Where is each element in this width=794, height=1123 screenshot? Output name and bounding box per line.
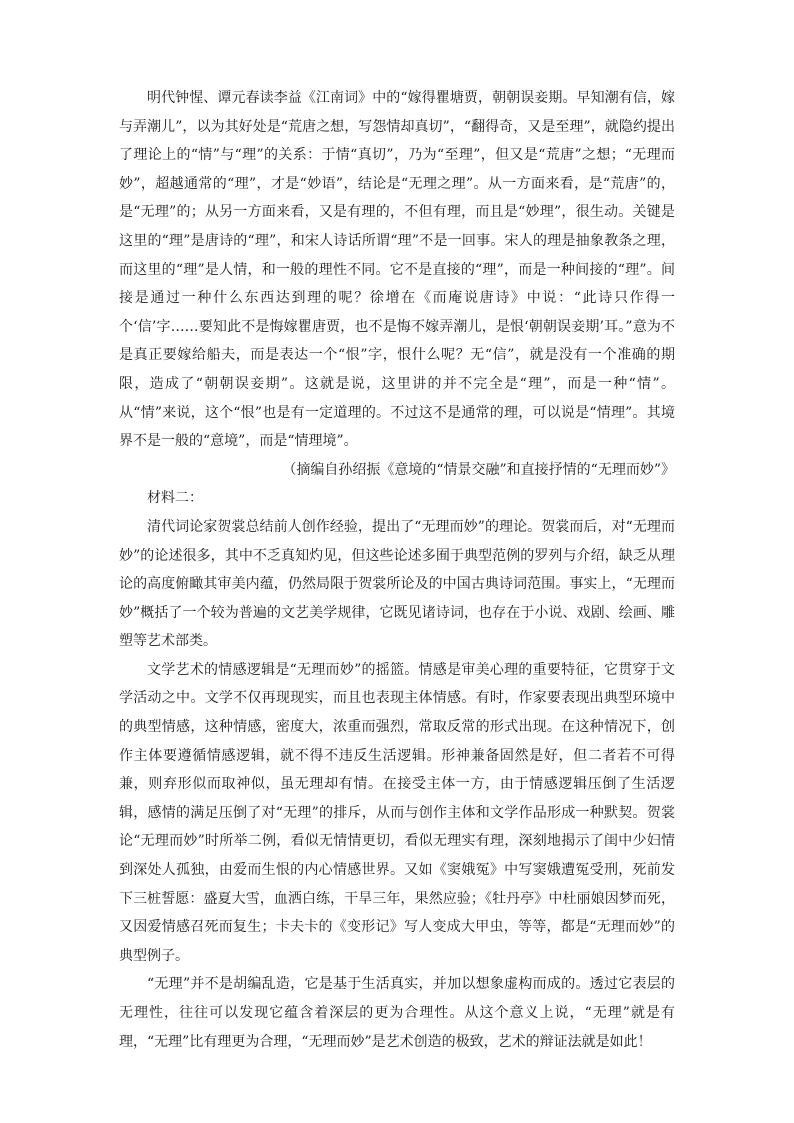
document-page: [119, 84, 675, 1056]
paragraph-3: 文学艺术的情感逻辑是“无理而妙”的摇篮。情感是审美心理的重要特征，它贯穿于文学活动之中。文学不仅再现现实，而且也表现主体情感。有时，作家要表现出典型环境中的典型情感，这种情感，密度大，浓重而强烈，常取反常的形式出现。在这种情况下，创作主体要遵循情感逻辑，就不得不违反生活逻辑。形神兼备固然是好，但二者若不可得兼，则弃形似而取神似，虽无理却有情。在接受主体一方，由于情感逻辑压倒了生活逻辑，感情的满足压倒了对“无理”的排斥，从而与创作主体和文学作品形成一种默契。贺裳论“无理而妙”时所举二例，看似无情情更切，看似无理实有理，深刻地揭示了闺中少妇情到深处人孤独，由爱而生恨的内心情感世界。又如《窦娥冤》中写窦娥遭冤受刑，死前发下三桩誓愿：盛夏大雪，血洒白练，干旱三年，果然应验；《牡丹亭》中杜丽娘因梦而死，又因爱情感召死而复生；卡夫卡的《变形记》写人变成大甲虫，等等，都是“无理而妙”的典型例子。: [119, 661, 675, 964]
section-heading-material-two: 材料二：: [147, 490, 203, 507]
paragraph-4: “无理”并不是胡编乱造，它是基于生活真实，并加以想象虚构而成的。透过它表层的无理性，往往可以发现它蕴含着深层的更为合理性。从这个意义上说，“无理”就是有理，“无理”比有理更为合理，“无理而妙”是艺术创造的极致，艺术的辩证法就是如此！: [119, 976, 675, 1050]
source-citation: （摘编自孙绍振《意境的“情景交融”和直接抒情的“无理而妙”》: [282, 461, 675, 478]
paragraph-1: 明代钟惺、谭元春读李益《江南词》中的“嫁得瞿塘贾，朝朝误妾期。早知潮有信，嫁与弄潮儿”，以为其好处是“荒唐之想，写怨情却真切”，“翻得奇，又是至理”，就隐约提出了理论上的“情”与“理”的关系：于情“真切”，乃为“至理”，但又是“荒唐”之想；“无理而妙”，超越通常的“理”，才是“妙语”，结论是“无理之理”。从一方面来看，是“荒唐”的，是“无理”的；从另一方面来看，又是有理的，不但有理，而且是“妙理”，很生动。关键是这里的“理”是唐诗的“理”，和宋人诗话所谓“理”不是一回事。宋人的理是抽象教条之理，而这里的“理”是人情，和一般的理性不同。它不是直接的“理”，而是一种间接的“理”。间接是通过一种什么东西达到理的呢？徐增在《而庵说唐诗》中说：“此诗只作得一个‘信’字……要知此不是悔嫁瞿唐贾，也不是悔不嫁弄潮儿，是恨‘朝朝误妾期’耳。”意为不是真正要嫁给船夫，而是表达一个“恨”字，恨什么呢？无“信”，就是没有一个准确的期限，造成了“朝朝误妾期”。这就是说，这里讲的并不完全是“理”，而是一种“情”。从“情”来说，这个“恨”也是有一定道理的。不过这不是通常的理，可以说是“情理”。其境界不是一般的“意境”，而是“情理境”。: [119, 90, 675, 450]
paragraph-2: 清代词论家贺裳总结前人创作经验，提出了“无理而妙”的理论。贺裳而后，对“无理而妙”的论述很多，其中不乏真知灼见，但这些论述多囿于典型范例的罗列与介绍，缺乏从理论的高度俯瞰其审美内蕴，仍然局限于贺裳所论及的中国古典诗词范围。事实上，“无理而妙”概括了一个较为普遍的文艺美学规律，它既见诸诗词，也存在于小说、戏剧、绘画、雕塑等艺术部类。: [119, 518, 675, 650]
